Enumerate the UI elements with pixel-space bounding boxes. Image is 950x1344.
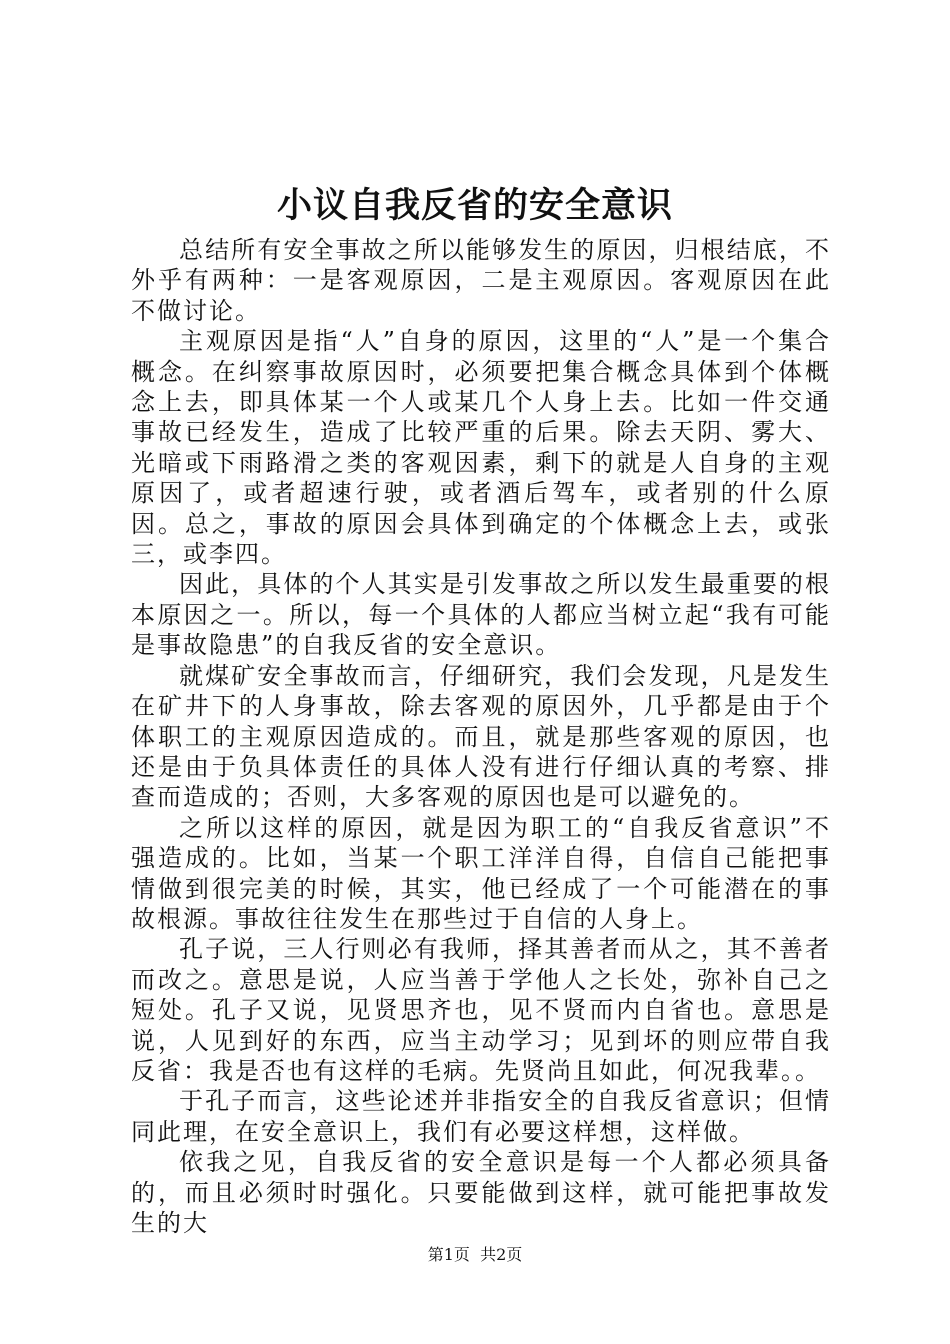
paragraph: 于孔子而言，这些论述并非指安全的自我反省意识；但情同此理，在安全意识上，我们有必要这样想，这样做。 xyxy=(131,1087,831,1146)
paragraph: 依我之见，自我反省的安全意识是每一个人都必须具备的，而且必须时时强化。只要能做到这样，就可能把事故发生的大 xyxy=(131,1148,831,1237)
paragraph: 总结所有安全事故之所以能够发生的原因，归根结底，不外乎有两种：一是客观原因，二是主观原因。客观原因在此不做讨论。 xyxy=(131,236,831,325)
paragraph: 孔子说，三人行则必有我师，择其善者而从之，其不善者而改之。意思是说，人应当善于学他人之长处，弥补自己之短处。孔子又说，见贤思齐也，见不贤而内自省也。意思是说，人见到好的东西，应当主动学习；见到坏的则应带自我反省：我是否也有这样的毛病。先贤尚且如此，何况我辈。。 xyxy=(131,935,831,1085)
page-footer xyxy=(0,1243,950,1267)
document-title: 小议自我反省的安全意识 xyxy=(276,185,673,226)
page-number: 第1页 共2页 xyxy=(427,1245,523,1264)
paragraph: 因此，具体的个人其实是引发事故之所以发生最重要的根本原因之一。所以，每一个具体的人都应当树立起“我有可能是事故隐患”的自我反省的安全意识。 xyxy=(131,570,831,660)
paragraph: 之所以这样的原因，就是因为职工的“自我反省意识”不强造成的。比如，当某一个职工洋洋自得，自信自己能把事情做到很完美的时候，其实，他已经成了一个可能潜在的事故根源。事故往往发生在那些过于自信的人身上。 xyxy=(131,813,831,933)
paragraph: 主观原因是指“人”自身的原因，这里的“人”是一个集合概念。在纠察事故原因时，必须要把集合概念具体到个体概念上去，即具体某一个人或某几个人身上去。比如一件交通事故已经发生，造成了比较严重的后果。除去天阴、雾大、光暗或下雨路滑之类的客观因素，剩下的就是人自身的主观原因了，或者超速行驶，或者酒后驾车，或者别的什么原因。总之，事故的原因会具体到确定的个体概念上去，或张三，或李四。 xyxy=(131,327,831,569)
document-body xyxy=(131,235,831,1238)
paragraph: 就煤矿安全事故而言，仔细研究，我们会发现，凡是发生在矿井下的人身事故，除去客观的原因外，几乎都是由于个体职工的主观原因造成的。而且，就是那些客观的原因，也还是由于负具体责任的具体人没有进行仔细认真的考察、排查而造成的；否则，大多客观的原因也是可以避免的。 xyxy=(131,661,831,812)
